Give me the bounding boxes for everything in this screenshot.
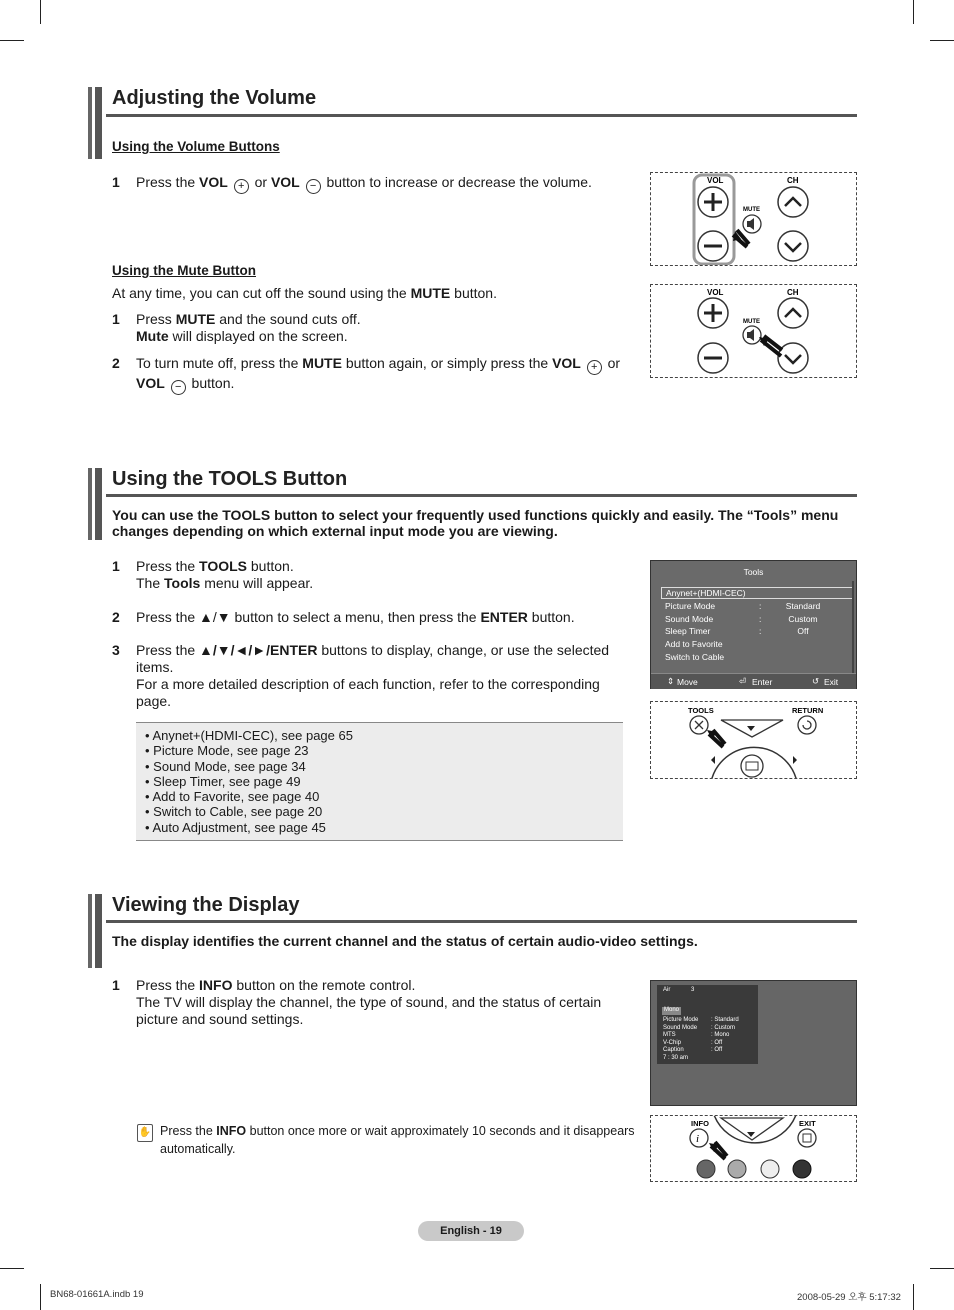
- tools-menu-screen: [650, 560, 857, 689]
- section-marker: [88, 468, 102, 540]
- menu-scrollbar: [852, 581, 854, 673]
- minus-icon: −: [306, 179, 321, 194]
- info-row-label: Caption: [663, 1047, 684, 1054]
- tools-menu-item: Add to Favorite: [665, 639, 723, 650]
- tools-menu-item: Sleep Timer: [665, 626, 711, 637]
- step-tools-2: Press the ▲/▼ button to select a menu, then press the ENTER button.: [136, 609, 575, 625]
- crop-mark: [40, 1284, 41, 1310]
- step-number: 2: [112, 355, 120, 371]
- mute-intro: At any time, you can cut off the sound using the MUTE button.: [112, 285, 497, 301]
- display-lead: The display identifies the current channel and the status of certain audio-video settings.: [112, 933, 698, 949]
- subheading-mute-button: Using the Mute Button: [112, 263, 256, 278]
- step-number: 1: [112, 558, 120, 574]
- crop-mark: [0, 1268, 24, 1269]
- mute-label: MUTE: [743, 319, 760, 325]
- section-title-tools: Using the TOOLS Button: [112, 468, 348, 490]
- crop-mark: [40, 0, 41, 24]
- info-source: Air: [663, 987, 671, 993]
- exit-icon: ↺: [812, 676, 820, 686]
- reference-item: • Switch to Cable, see page 20: [145, 804, 323, 820]
- crop-mark: [930, 40, 954, 41]
- svg-text:i: i: [696, 1133, 700, 1145]
- step-unmute: To turn mute off, press the MUTE button again, or simply press the VOL + or VOL − button.: [136, 355, 621, 393]
- section-rule: [106, 920, 857, 923]
- step-number: 2: [112, 609, 120, 625]
- section-rule: [106, 114, 857, 117]
- minus-icon: −: [171, 380, 186, 395]
- info-channel: 3: [691, 987, 695, 993]
- remote-volume-illustration: [650, 172, 857, 266]
- info-note: Press the INFO button once more or wait approximately 10 seconds and it disappears automatically.: [160, 1124, 635, 1156]
- ch-label: CH: [787, 176, 799, 185]
- reference-item: • Auto Adjustment, see page 45: [145, 819, 326, 835]
- exit-hint: Exit: [824, 677, 839, 687]
- remote-tools-illustration: [650, 701, 857, 779]
- step-number: 1: [112, 977, 120, 993]
- step-mute: Press MUTE and the sound cuts off. Mute will displayed on the screen.: [136, 311, 361, 344]
- step-number: 1: [112, 311, 120, 327]
- tools-menu-value: Standard: [785, 601, 821, 611]
- vol-label: VOL: [707, 176, 724, 185]
- vol-label: VOL: [707, 288, 724, 297]
- tools-menu-footer: [651, 673, 856, 689]
- print-date: 2008-05-29 오후 5:17:32: [797, 1292, 901, 1303]
- info-row-value: : Off: [711, 1039, 723, 1046]
- tools-lead: You can use the TOOLS button to select your frequently used functions quickly and easily. The “Tools” menu changes depending on which external input mode you are viewing.: [112, 507, 839, 539]
- step-tools-1: Press the TOOLS button. The Tools menu will appear.: [136, 558, 314, 591]
- page-reference-box: [136, 722, 623, 841]
- step-number: 3: [112, 642, 120, 658]
- page-number-badge: English - 19: [418, 1221, 524, 1241]
- info-overlay: [657, 985, 758, 1064]
- tools-menu-value: Off: [797, 626, 809, 637]
- info-display-screen: [650, 980, 857, 1106]
- enter-icon: ⏎: [739, 676, 747, 686]
- reference-item: • Add to Favorite, see page 40: [145, 789, 320, 805]
- info-time: 7 : 30 am: [663, 1054, 689, 1061]
- info-row-value: : Custom: [711, 1024, 736, 1031]
- tools-menu-selected: Anynet+(HDMI-CEC): [661, 587, 853, 599]
- move-hint: Move: [677, 677, 698, 687]
- info-row-label: MTS: [663, 1032, 676, 1039]
- tools-menu-value: Custom: [788, 613, 818, 624]
- section-marker: [88, 894, 102, 968]
- tools-menu-item: Sound Mode: [665, 613, 714, 624]
- mute-label: MUTE: [743, 207, 760, 213]
- info-row-value: : Standard: [711, 1017, 739, 1023]
- file-name: BN68-01661A.indb 19: [50, 1289, 144, 1300]
- crop-mark: [913, 0, 914, 24]
- info-sound-badge: Mono: [664, 1007, 680, 1013]
- info-row-label: Picture Mode: [663, 1017, 699, 1023]
- ch-label: CH: [787, 288, 799, 297]
- section-marker: [88, 87, 102, 159]
- tools-menu-item: Picture Mode: [665, 601, 716, 611]
- info-row-label: Sound Mode: [663, 1024, 698, 1031]
- plus-icon: +: [234, 179, 249, 194]
- tools-label: TOOLS: [688, 706, 714, 715]
- remote-info-illustration: [650, 1115, 857, 1182]
- section-title-display: Viewing the Display: [112, 894, 300, 916]
- section-title-volume: Adjusting the Volume: [112, 87, 317, 109]
- crop-mark: [913, 1284, 914, 1310]
- tools-menu-item: Switch to Cable: [665, 651, 725, 662]
- crop-mark: [0, 40, 24, 41]
- plus-icon: +: [587, 360, 602, 375]
- info-row-value: : Off: [711, 1047, 723, 1054]
- enter-hint: Enter: [752, 677, 773, 687]
- reference-item: • Picture Mode, see page 23: [145, 743, 309, 759]
- return-label: RETURN: [792, 706, 824, 715]
- step-tools-3: Press the ▲/▼/◄/►/ENTER buttons to display, change, or use the selected items. For a more detailed description of each function, refer to the corresponding page.: [136, 642, 610, 709]
- exit-label: EXIT: [799, 1119, 816, 1128]
- menu-separator: :: [759, 601, 762, 611]
- section-rule: [106, 494, 857, 497]
- menu-separator: :: [759, 626, 762, 637]
- info-label: INFO: [691, 1119, 709, 1128]
- move-icon: ⇕: [667, 676, 675, 686]
- note-icon: ✋: [137, 1124, 153, 1142]
- info-row-value: : Mono: [711, 1032, 730, 1039]
- step-volume: Press the VOL + or VOL − button to increase or decrease the volume.: [136, 174, 592, 192]
- subheading-volume-buttons: Using the Volume Buttons: [112, 139, 280, 154]
- step-number: 1: [112, 174, 120, 190]
- reference-item: • Sleep Timer, see page 49: [145, 773, 301, 789]
- info-row-label: V-Chip: [663, 1039, 682, 1046]
- tools-menu-title: Tools: [743, 567, 764, 577]
- step-info-1: Press the INFO button on the remote control. The TV will display the channel, the type of sound, and the status of certain picture and sound settings.: [136, 977, 602, 1027]
- reference-item: • Sound Mode, see page 34: [145, 758, 306, 774]
- menu-separator: :: [759, 613, 762, 624]
- remote-mute-illustration: [650, 284, 857, 378]
- crop-mark: [930, 1268, 954, 1269]
- reference-item: • Anynet+(HDMI-CEC), see page 65: [145, 728, 353, 743]
